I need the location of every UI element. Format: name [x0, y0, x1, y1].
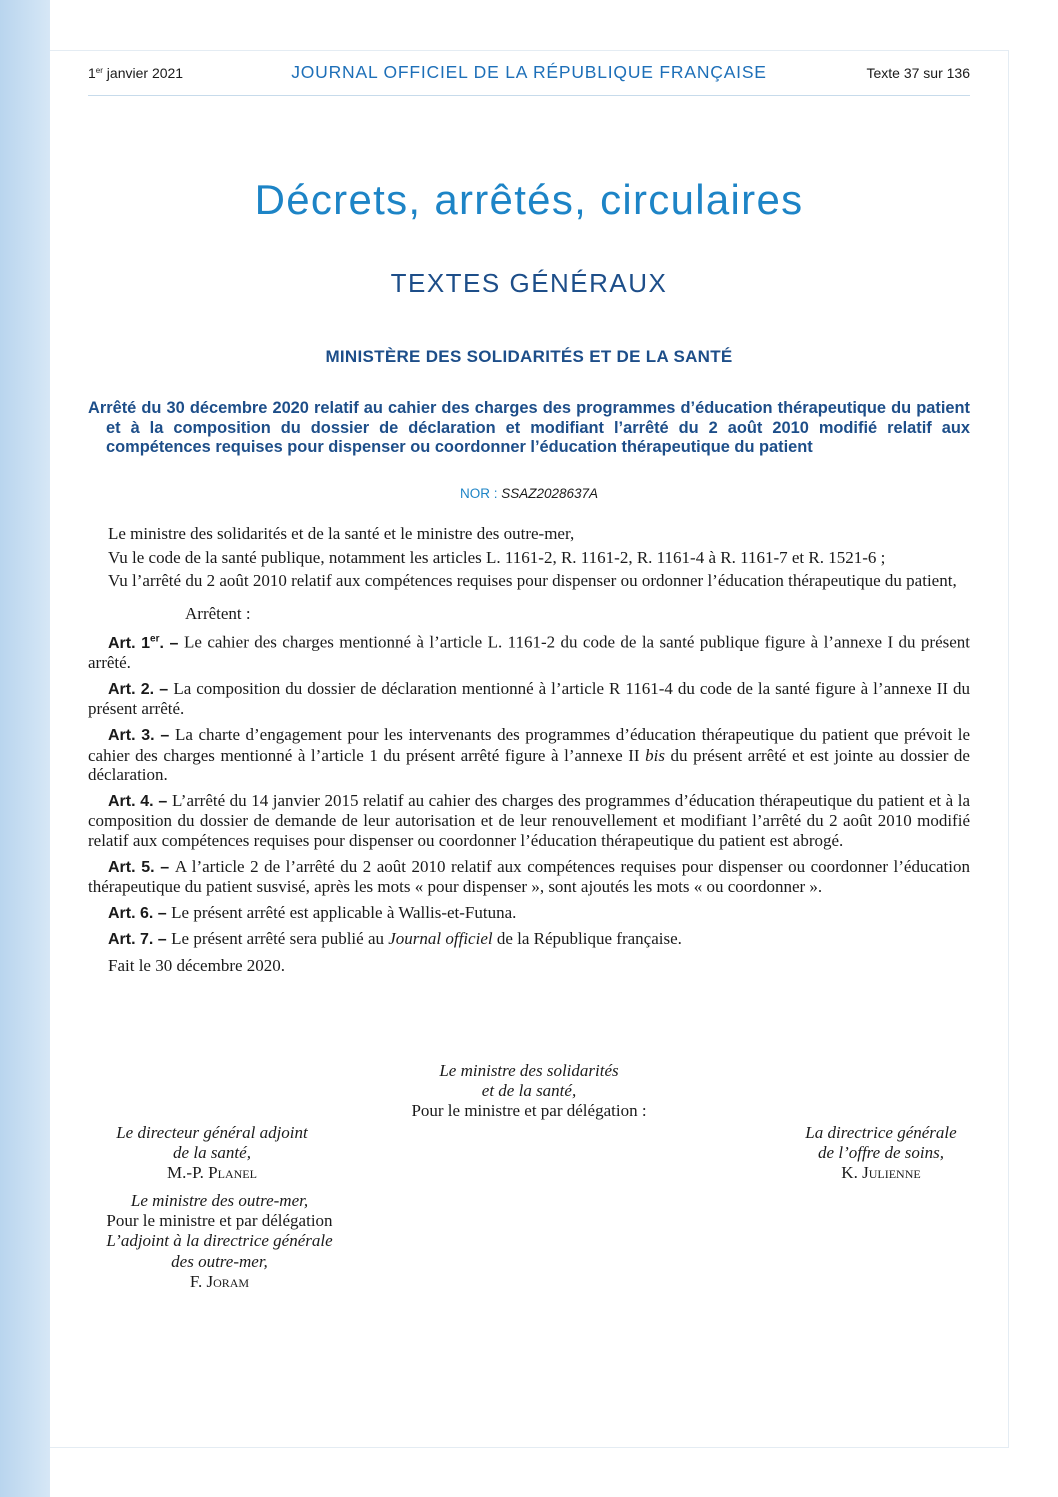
signatory-name: K. Julienne [841, 1163, 921, 1183]
signature-directrice-offre-soins: La directrice générale de l’offre de soins, K. Julienne [776, 1123, 986, 1184]
article-4-label: Art. 4. – [108, 792, 172, 810]
article-6: Art. 6. – Le présent arrêté est applicable à Wallis-et-Futuna. [108, 902, 517, 922]
signature-directeur-sante: Le directeur général adjoint de la santé, M.-P. Planel [88, 1123, 336, 1184]
preamble-ministers: Le ministre des solidarités et de la santé et le ministre des outre-mer, [108, 524, 575, 543]
article-2: Art. 2. – La composition du dossier de déclaration mentionné à l’article R 1161-4 du code de la santé figure à l’annexe II du présent arrêté. [88, 678, 970, 719]
document-page [88, 0, 970, 1497]
article-6-label: Art. 6. – [108, 904, 172, 922]
left-color-band [0, 0, 50, 1497]
fait-le-date: Fait le 30 décembre 2020. [108, 956, 286, 976]
header-date: 1er janvier 2021 [88, 65, 184, 81]
article-1: Art. 1er. – Le cahier des charges mentionné à l’article L. 1161-2 du code de la santé publique figure à l’annexe I du présent arrêté. [88, 632, 971, 673]
article-7: Art. 7. – Le présent arrêté sera publié au Journal officiel de la République française. [108, 929, 682, 949]
article-7-label: Art. 7. – [108, 931, 172, 949]
article-2-label: Art. 2. – [108, 680, 174, 698]
header-rule [88, 95, 970, 96]
arretent: Arrêtent : [185, 603, 251, 623]
article-5-label: Art. 5. – [108, 858, 175, 876]
article-3-label: Art. 3. – [108, 727, 175, 745]
header-journal-title: JOURNAL OFFICIEL DE LA RÉPUBLIQUE FRANÇAISE [291, 62, 767, 82]
ministry-heading: MINISTÈRE DES SOLIDARITÉS ET DE LA SANTÉ [325, 347, 733, 366]
nor-reference [88, 486, 970, 501]
nor-label: NOR : [459, 486, 502, 501]
signatory-name: M.-P. Planel [167, 1163, 257, 1183]
arrete-body [88, 524, 970, 976]
preamble-vu-code: Vu le code de la santé publique, notamment les articles L. 1161-2, R. 1161-2, R. 1161-4 à R. 1161-7 et R. 1521-6 ; [108, 547, 886, 567]
arrete-title: Arrêté du 30 décembre 2020 relatif au cahier des charges des programmes d’éducation thérapeutique du patient et à la composition du dossier de déclaration et modifiant l’arrêté du 2 août 2010 modifié relatif aux compétences requises pour dispenser ou coordonner l’éducation thérapeutique du patient [88, 399, 970, 456]
preamble-vu-arrete: Vu l’arrêté du 2 août 2010 relatif aux compétences requises pour dispenser ou ordonner l’éducation thérapeutique du patient, [108, 571, 957, 591]
article-5: Art. 5. – A l’article 2 de l’arrêté du 2 août 2010 relatif aux compétences requises pour dispenser ou coordonner l’éducation thérapeutique du patient susvisé, après les mots « pour dispenser », sont ajoutés les mots « ou coordonner ». [88, 856, 970, 897]
section-title: TEXTES GÉNÉRAUX [390, 268, 668, 298]
article-3: Art. 3. – La charte d’engagement pour les intervenants des programmes d’éducation thérapeutique du patient que prévoit le cahier des charges mentionné à l’article 1 du présent arrêté figure à l’annexe II bis du présent arrêté et est jointe au dossier de déclaration. [88, 725, 970, 785]
signatory-name: F. Joram [189, 1271, 250, 1291]
article-4: Art. 4. – L’arrêté du 14 janvier 2015 relatif au cahier des charges des programmes d’éducation thérapeutique du patient et à la composition du dossier de demande de leur autorisation et de leur renouvellement et modifiant l’arrêté du 2 août 2010 modifié relatif aux compétences requises pour dispenser ou coordonner l’éducation thérapeutique du patient est abrogé. [88, 790, 970, 851]
signature-minister-outre-mer: Le ministre des outre-mer, Pour le ministre et par délégation L’adjoint à la directrice générale des outre-mer, F. Joram [88, 1191, 351, 1292]
signature-minister-health: Le ministre des solidarités et de la santé, Pour le ministre et par délégation : [411, 1061, 647, 1121]
running-header [88, 62, 970, 86]
header-text-number: Texte 37 sur 136 [866, 65, 970, 81]
article-1-label: Art. 1er. – [108, 633, 185, 652]
main-title: Décrets, arrêtés, circulaires [254, 176, 804, 223]
nor-value: SSAZ2028637A [501, 486, 599, 501]
